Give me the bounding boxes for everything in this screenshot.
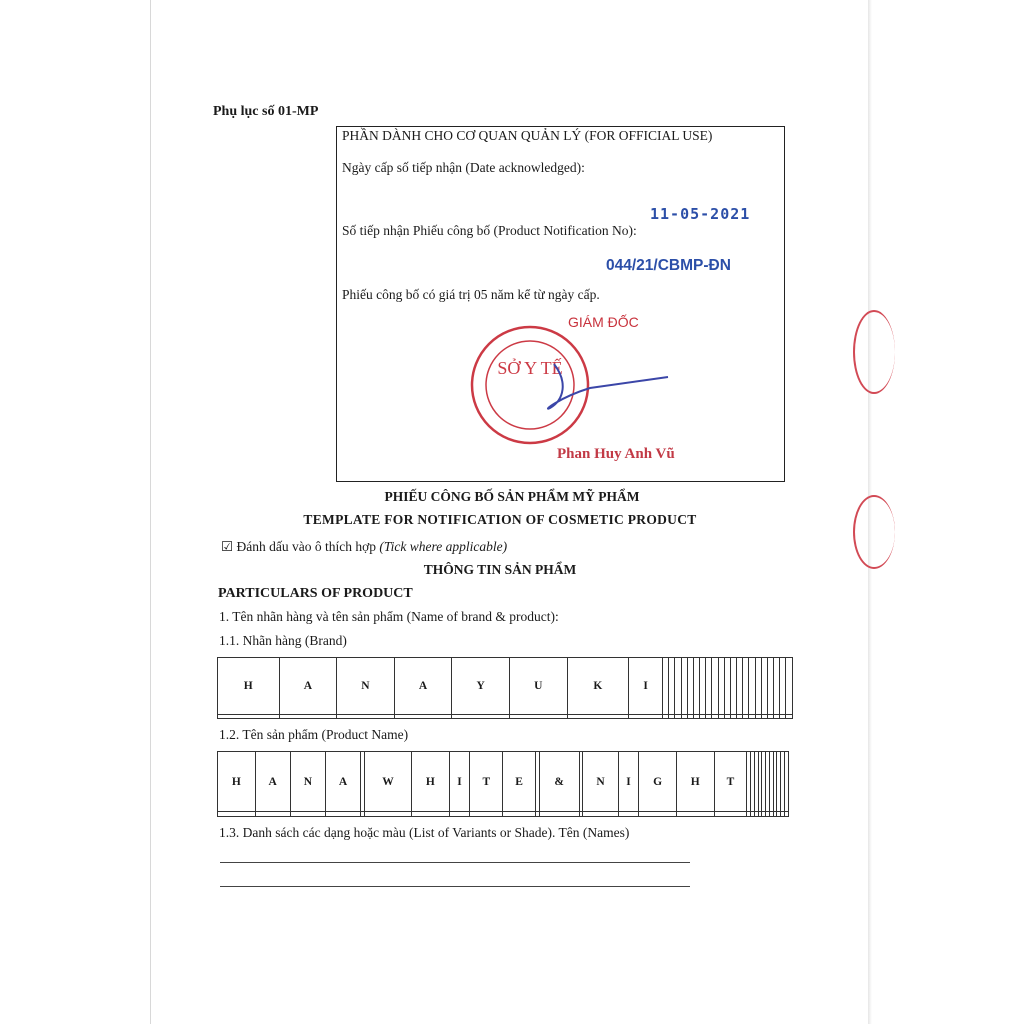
item-1-1: 1.1. Nhãn hàng (Brand) <box>219 633 347 648</box>
brand-cell-blank <box>452 714 510 718</box>
product-cell <box>784 752 788 812</box>
seal-text: SỞ Y TẾ <box>497 358 563 378</box>
section-title-vn: THÔNG TIN SẢN PHẨM <box>423 562 577 577</box>
product-cell-blank <box>583 812 618 817</box>
item-1-3: 1.3. Danh sách các dạng hoặc màu (List of Variants or Shade). Tên (Names) <box>219 825 630 840</box>
product-cell-blank <box>639 812 677 817</box>
product-cell-blank <box>676 812 714 817</box>
appendix-label: Phụ lục số 01-MP <box>213 104 319 119</box>
brand-cell: N <box>337 658 395 715</box>
product-cell: A <box>325 752 360 812</box>
product-cell: H <box>676 752 714 812</box>
product-cell-blank <box>470 812 503 817</box>
brand-row <box>218 658 793 715</box>
product-cell: N <box>583 752 618 812</box>
checkbox-icon: ☑ <box>221 539 234 554</box>
brand-cell <box>786 658 793 715</box>
product-name-grid <box>217 751 789 817</box>
number-label: Số tiếp nhận Phiếu công bố (Product Notification No): <box>342 223 637 238</box>
brand-cell: K <box>567 658 629 715</box>
brand-cell-blank <box>337 714 395 718</box>
brand-cell-blank <box>218 714 280 718</box>
product-cell-blank <box>218 812 256 817</box>
section-title-en: PARTICULARS OF PRODUCT <box>218 586 413 601</box>
brand-cell: U <box>509 658 567 715</box>
brand-cell-blank <box>567 714 629 718</box>
partial-seal-bottom <box>853 495 895 569</box>
product-cell: E <box>503 752 536 812</box>
product-cell: I <box>449 752 470 812</box>
product-cell: T <box>714 752 747 812</box>
partial-seal-top <box>853 310 895 394</box>
product-cell-blank <box>539 812 579 817</box>
brand-cell-blank <box>786 714 793 718</box>
product-cell-blank <box>449 812 470 817</box>
tick-text-en: (Tick where applicable) <box>379 539 508 554</box>
brand-cell-blank <box>394 714 452 718</box>
signer-name: Phan Huy Anh Vũ <box>557 446 675 462</box>
item-1-2: 1.2. Tên sản phẩm (Product Name) <box>219 727 409 742</box>
product-cell-blank <box>503 812 536 817</box>
brand-grid <box>217 657 793 719</box>
product-cell: H <box>412 752 450 812</box>
official-seal <box>468 322 678 452</box>
product-cell: A <box>255 752 290 812</box>
title-english: TEMPLATE FOR NOTIFICATION OF COSMETIC PRODUCT <box>303 512 697 527</box>
product-cell-blank <box>618 812 639 817</box>
variant-line-2 <box>220 886 690 887</box>
date-stamp: 11-05-2021 <box>650 205 751 223</box>
brand-cell: I <box>629 658 663 715</box>
brand-cell: Y <box>452 658 510 715</box>
brand-cell-blank <box>629 714 663 718</box>
brand-cell: A <box>279 658 337 715</box>
official-heading: PHẦN DÀNH CHO CƠ QUAN QUẢN LÝ (FOR OFFICIAL USE) <box>342 128 713 143</box>
validity-note: Phiếu công bố có giá trị 05 năm kể từ ngày cấp. <box>342 287 600 302</box>
product-cell-blank <box>784 812 788 817</box>
date-label: Ngày cấp số tiếp nhận (Date acknowledged): <box>342 160 585 175</box>
product-cell: H <box>218 752 256 812</box>
brand-cell-blank <box>509 714 567 718</box>
product-row-blank <box>218 812 789 817</box>
product-cell: W <box>364 752 411 812</box>
product-cell: T <box>470 752 503 812</box>
product-cell-blank <box>412 812 450 817</box>
director-title: GIÁM ĐỐC <box>568 314 639 330</box>
brand-row-blank <box>218 714 793 718</box>
variant-line-1 <box>220 862 690 863</box>
product-cell-blank <box>290 812 325 817</box>
brand-cell: A <box>394 658 452 715</box>
tick-text-vn: Đánh dấu vào ô thích hợp <box>236 539 376 554</box>
brand-cell: H <box>218 658 280 715</box>
product-cell: I <box>618 752 639 812</box>
title-vietnamese: PHIẾU CÔNG BỐ SẢN PHẨM MỸ PHẨM <box>384 489 640 504</box>
signature-stroke <box>548 364 668 409</box>
notification-number-stamp: 044/21/CBMP-ĐN <box>606 257 731 274</box>
product-cell: N <box>290 752 325 812</box>
product-row <box>218 752 789 812</box>
product-cell-blank <box>714 812 747 817</box>
brand-cell-blank <box>279 714 337 718</box>
item-1: 1. Tên nhãn hàng và tên sản phẩm (Name of brand & product): <box>219 609 559 624</box>
product-cell-blank <box>325 812 360 817</box>
product-cell: & <box>539 752 579 812</box>
product-cell-blank <box>255 812 290 817</box>
tick-instruction <box>221 539 507 555</box>
product-cell-blank <box>364 812 411 817</box>
product-cell: G <box>639 752 677 812</box>
